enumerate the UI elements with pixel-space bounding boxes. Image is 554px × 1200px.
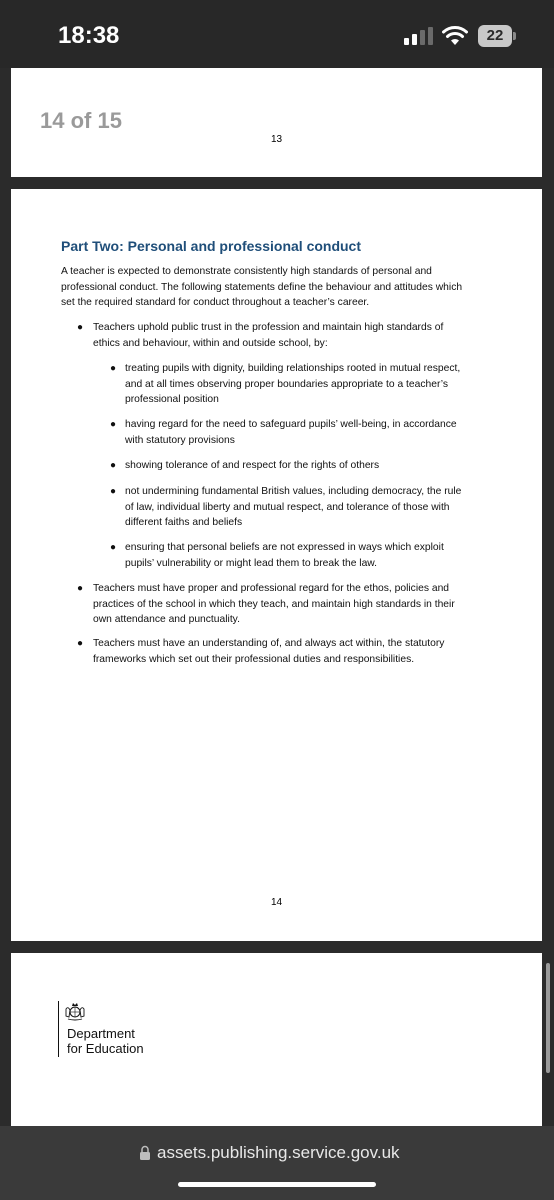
sub-list-item [125,458,379,474]
text-line: treating pupils with dignity, building relationships rooted in mutual respect, [125,363,461,374]
url-text[interactable]: assets.publishing.service.gov.uk [157,1143,400,1162]
pdf-page-14 [11,189,542,941]
battery-level: 22 [478,25,512,47]
text-line: Teachers uphold public trust in the profession and maintain high standards of [93,322,444,333]
battery-icon [478,25,516,47]
text-line: practices of the school in which they teach, and maintain high standards in their [93,598,455,610]
page-number: 13 [270,134,283,145]
sub-bullet-point: ● [110,363,117,374]
text-line: professional conduct. The following statements define the behaviour and attitudes which [61,281,463,293]
pdf-page-15 [11,953,542,1126]
text-line: A teacher is expected to demonstrate consistently high standards of personal and [61,266,432,277]
bullet-point: ● [77,583,84,594]
wifi-icon [442,24,468,46]
sub-list-item [125,361,460,408]
text-line: Teachers must have proper and professional regard for the ethos, policies and [93,583,450,594]
sub-list-item [125,540,444,571]
list-item [93,636,444,667]
text-line: showing tolerance of and respect for the rights of others [125,460,380,471]
text-line: not undermining fundamental British values, including democracy, the rule [125,486,462,497]
bullet-point: ● [77,322,84,333]
signal-icon [404,27,434,45]
text-line: and at all times observing proper boundaries appropriate to a teacher’s [125,378,449,390]
text-line: of law, individual liberty and mutual respect, and tolerance of those with [125,501,450,513]
section-heading: Part Two: Personal and professional conduct [61,238,362,254]
status-time: 18:38 [58,22,120,49]
dfe-logo [58,1001,168,1061]
royal-crest-icon [64,1001,86,1021]
sub-bullet-point: ● [110,542,117,553]
text-line: different faiths and beliefs [125,517,243,528]
list-item [93,581,455,628]
logo-line: for Education [67,1041,144,1056]
bullet-point: ● [77,638,84,649]
text-line: ensuring that personal beliefs are not expressed in ways which exploit [125,542,444,553]
text-line: ethics and behaviour, within and outside school, by: [93,337,328,349]
pdf-page-13 [11,68,542,177]
text-line: professional position [125,394,219,405]
browser-url-bar[interactable] [0,1126,554,1200]
text-line: set the required standard for conduct throughout a teacher’s career. [61,297,370,308]
home-indicator[interactable] [178,1182,376,1187]
status-bar [0,0,554,68]
sub-bullet-point: ● [110,419,117,430]
scrollbar-thumb[interactable] [546,963,550,1073]
page-indicator: 14 of 15 [40,108,122,133]
intro-paragraph [61,264,511,311]
lock-icon [139,1145,151,1160]
sub-list-item [125,484,461,531]
logo-text [67,1026,144,1056]
text-line: frameworks which set out their professional duties and responsibilities. [93,653,415,665]
text-line: having regard for the need to safeguard pupils’ well-being, in accordance [125,419,457,430]
logo-line: Department [67,1026,135,1041]
page-number: 14 [270,897,283,908]
logo-rule [58,1001,59,1057]
text-line: pupils’ vulnerability or might lead them to break the law. [125,557,378,569]
text-line: with statutory provisions [125,434,235,446]
text-line: Teachers must have an understanding of, and always act within, the statutory [93,638,445,649]
text-line: own attendance and punctuality. [93,614,240,625]
sub-bullet-point: ● [110,460,117,471]
list-item [93,320,443,351]
sub-list-item [125,417,457,448]
sub-bullet-point: ● [110,486,117,497]
